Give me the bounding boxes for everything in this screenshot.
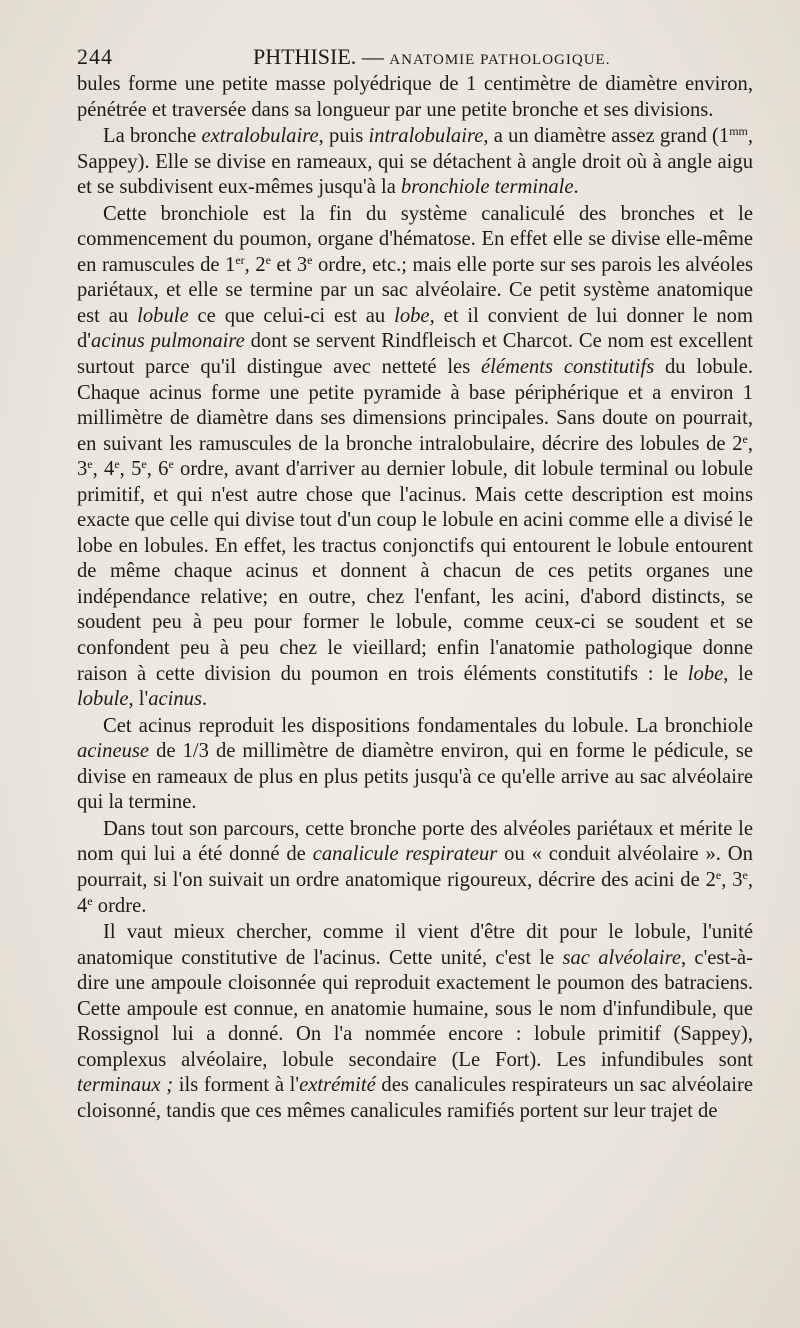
paragraph: [77, 202, 753, 713]
italic-run: lobe: [394, 304, 430, 327]
text-run: , l': [128, 688, 149, 711]
superscript-run: e: [87, 457, 93, 472]
paragraph: [77, 72, 753, 123]
italic-run: canalicule respirateur: [312, 843, 498, 866]
running-title-dash: —: [356, 44, 390, 69]
superscript-run: e: [265, 252, 271, 267]
text-run: ce que celui-ci est au: [188, 304, 395, 327]
page-number: 244: [77, 44, 113, 69]
body-text: [77, 72, 753, 1124]
text-run: .: [202, 688, 208, 711]
italic-run: éléments constitutifs: [480, 356, 655, 379]
text-run: Dans tout son parcours, cette bronche porte des alvéoles pariétaux et mérite le nom qui lui a été donné de: [77, 817, 753, 866]
paragraph: [77, 124, 753, 201]
text-run: , et il convient de lui donner le nom d': [77, 304, 753, 353]
text-run: ordre.: [92, 894, 147, 917]
running-title: [253, 44, 610, 70]
superscript-run: e: [114, 457, 120, 472]
italic-run: lobule: [77, 688, 129, 711]
superscript-run: e: [141, 457, 147, 472]
text-run: , 4: [92, 458, 115, 481]
italic-run: acinus pulmonaire: [91, 330, 245, 353]
text-run: du lobule. Chaque acinus forme une petite pyramide à base périphérique et a environ 1 millimètre de diamètre dans ses dimensions principales. Sans doute on pourrait, en suivant les ramuscules de la bronche intralobulaire, décrire des lobules de 2: [77, 356, 753, 455]
italic-run: intralobulaire: [368, 125, 484, 148]
text-run: , 5: [119, 458, 142, 481]
text-run: , Sappey). Elle se divise en rameaux, qui se détachent à angle droit où à angle aigu et se subdivisent eux-mêmes jusqu'à la: [77, 125, 754, 199]
text-run: des canalicules respirateurs un sac alvéolaire cloisonné, tandis que ces mêmes canalicules ramifiés portent sur leur trajet de: [77, 1074, 753, 1122]
paragraph: [77, 817, 753, 919]
text-run: ou « conduit alvéolaire ». On pourrait, si l'on suivait un ordre anatomique rigoureux, décrire des acini de 2: [77, 843, 753, 891]
superscript-run: mm: [729, 124, 748, 139]
text-run: Cet acinus reproduit les dispositions fondamentales du lobule. La bronchiole: [103, 714, 753, 737]
superscript-run: er: [235, 252, 245, 267]
superscript-run: e: [307, 252, 313, 267]
text-run: , 4: [77, 868, 754, 917]
text-run: , 3: [721, 868, 743, 891]
italic-run: extrémité: [299, 1074, 376, 1097]
superscript-run: e: [87, 893, 93, 908]
running-title-sub: ANATOMIE PATHOLOGIQUE.: [389, 52, 611, 68]
text-run: , a un diamètre assez grand (1: [483, 125, 730, 148]
text-run: , 2: [244, 253, 266, 276]
text-run: La bronche: [103, 125, 202, 148]
superscript-run: e: [742, 867, 748, 882]
text-run: bules forme une petite masse polyédrique de 1 centimètre de diamètre environ, pénétrée et traversée dans sa longueur par une petite bronche et ses divisions.: [77, 73, 753, 121]
text-run: ils forment à l': [173, 1074, 300, 1097]
paragraph: [77, 714, 753, 816]
italic-run: lobule: [137, 304, 189, 327]
superscript-run: e: [742, 431, 748, 446]
text-run: et 3: [270, 253, 308, 276]
text-run: , 3: [77, 432, 753, 481]
text-run: dont se servent Rindfleisch et Charcot. Ce nom est excellent surtout parce qu'il distingue avec netteté les: [77, 330, 753, 379]
italic-run: terminaux ;: [77, 1074, 174, 1097]
text-run: , le: [723, 662, 753, 685]
text-run: , puis: [318, 125, 369, 148]
superscript-run: e: [168, 457, 174, 472]
text-run: ordre, avant d'arriver au dernier lobule, dit lobule terminal ou lobule primitif, et qui n'est autre chose que l'acinus. Mais cette description est moins exacte que celle qui divise tout d'un coup le lobule en acini comme elle a divisé le lobe en lobules. En effet, les tractus conjonctifs qui entourent le lobule entourent de même chaque acinus et donnent à chacun de ces petits organes une indépendance relative; en outre, chez l'enfant, les acini, d'abord distincts, se soudent peu à peu pour former le lobule, comme ceux-ci se soudent et se confondent peu à peu chez le vieillard; enfin l'anatomie pathologique donne raison à cette division du poumon en trois éléments constitutifs : le: [77, 458, 754, 685]
text-run: Il vaut mieux chercher, comme il vient d'être dit pour le lobule, l'unité anatomique constitutive de l'acinus. Cette unité, c'est le: [77, 921, 753, 969]
paragraph: [77, 920, 753, 1124]
running-title-main: PHTHISIE.: [253, 44, 357, 69]
italic-run: bronchiole terminale: [401, 176, 574, 199]
italic-run: extralobulaire: [201, 125, 319, 148]
text-run: ordre, etc.; mais elle porte sur ses parois les alvéoles pariétaux, et elle se termine par un sac alvéolaire. Ce petit système anatomique est au: [77, 253, 754, 327]
text-run: Cette bronchiole est la fin du système canaliculé des bronches et le commencement du poumon, organe d'hématose. En effet elle se divise elle-même en ramuscules de 1: [77, 202, 753, 276]
text-run: , c'est-à-dire une ampoule cloisonnée qui reproduit exactement le poumon des batraciens. Cette ampoule est connue, en anatomie humaine, sous le nom d'infundibule, que Rossignol lui a donné. On l'a nommée encore : lobule primitif (Sappey), complexus alvéolaire, lobule secondaire (Le Fort). Les infundibules sont: [77, 946, 754, 1071]
text-run: .: [573, 176, 579, 199]
italic-run: sac alvéolaire: [562, 946, 681, 969]
text-run: , 6: [146, 458, 169, 481]
italic-run: acinus: [148, 688, 202, 711]
italic-run: lobe: [687, 662, 724, 685]
superscript-run: e: [715, 867, 722, 882]
text-run: de 1/3 de millimètre de diamètre environ, qui en forme le pédicule, se divise en rameaux de plus en plus petits jusqu'à ce qu'elle arrive au sac alvéolaire qui la termine.: [77, 740, 753, 814]
italic-run: acineuse: [77, 740, 150, 763]
running-header: [77, 44, 760, 72]
